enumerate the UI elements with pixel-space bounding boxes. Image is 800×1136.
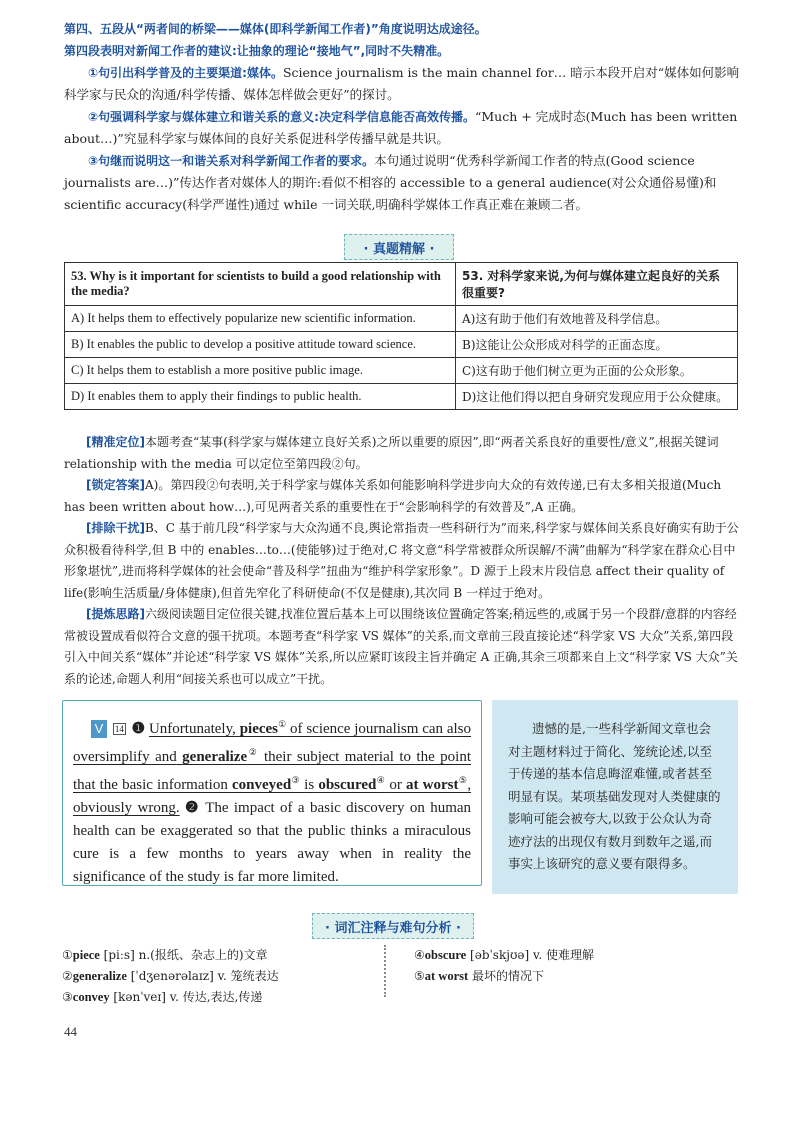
analysis-locate: [精准定位]本题考查“某事(科学家与媒体建立良好关系)之所以重要的原因”,即“两者关系良好的重要性/意义”,根据关键词 relationship with the media 可以定位至第四段②句。 [64,435,719,471]
question-stem-en: 53. Why is it important for scientists to build a good relationship with the media? [65,263,456,306]
intro-point-2: ②句强调科学家与媒体建立和谐关系的意义:决定科学信息能否高效传播。“Much + 完成时态(Much has been written about…)”究显科学家与媒体间的良好关系促进科学传播早就是共识。 [64,109,738,146]
vocab-item: ②generalize [ˈdʒenərəlaɪz] v. 笼统表达 [62,969,279,983]
vocab-list-right [414,945,744,987]
paragraph-label: V [91,720,107,738]
option-row [65,384,738,410]
analysis-section [64,432,744,690]
option-row [65,306,738,332]
question-row [65,263,738,306]
intro-line-2: 第四段表明对新闻工作者的建议:让抽象的理论“接地气”,同时不失精准。 [64,44,450,58]
sentence-2: The impact of a basic discovery on human health can be exaggerated so that the public thinks a miraculous cure is a few months to years away when in reality the significance of the study is far more limited. [73,800,472,886]
intro-point-3: ③句继而说明这一和谐关系对科学新闻工作者的要求。本句通过说明“优秀科学新闻工作者的特点(Good science journalists are…)”传达作者对媒体人的期许:看似不相容的 accessible to a general audience(对公众通俗易懂)和 scientific accuracy(科学严谨性)通过 while 一词关联,明确科学媒体工作真正难在兼顾二者。 [64,153,717,212]
option-c-zh: C)这有助于他们树立更为正面的公众形象。 [456,358,738,384]
translation-box: 遗憾的是,一些科学新闻文章也会对主题材料过于简化、笼统论述,以至于传递的基本信息晦涩难懂,或者甚至明显有误。某项基础发现对人类健康的影响可能会被夸大,以致于公众认为奇迹疗法的出现仅有数月到数年之遥,而事实上该研究的意义要有限得多。 [492,700,738,894]
vocab-item: ⑤at worst 最坏的情况下 [414,969,544,983]
vocab-divider [384,945,386,997]
intro-point-1: ①句引出科学普及的主要渠道:媒体。Science journalism is the main channel for… 暗示本段开启对“媒体如何影响科学家与民众的沟通/科学传播、媒体怎样做会更好”的探讨。 [64,65,740,102]
option-b-en: B) It enables the public to develop a positive attitude toward science. [65,332,456,358]
option-d-en: D) It enables them to apply their findings to public health. [65,384,456,410]
vocab-item: ④obscure [əbˈskjʊə] v. 使难理解 [414,948,594,962]
option-a-en: A) It helps them to effectively popularize new scientific information. [65,306,456,332]
option-row [65,358,738,384]
intro-line-1: 第四、五段从“两者间的桥梁——媒体(即科学新闻工作者)”角度说明达成途径。 [64,22,487,36]
analysis-method: [提炼思路]六级阅读题目定位很关键,找准位置后基本上可以围绕该位置确定答案;稍远些的,或属于另一个段群/意群的内容经常被设置成看似符合文意的强干扰项。本题考查“科学家 VS 媒体”的关系,而文章前三段直接论述“科学家 VS 大众”关系,第四段引入中间关系“媒体”并论述“科学家 VS 媒体”关系,所以应紧盯该段主旨并确定 A 正确,其余三项都来自上文“科学家 VS 大众”关系的论述,命题人利用“间接关系也可以成立”干扰。 [64,607,738,686]
section-banner-vocab: · 词汇注释与难句分析 · [312,913,474,939]
option-row [65,332,738,358]
question-stem-zh: 53. 对科学家来说,为何与媒体建立起良好的关系很重要? [456,263,738,306]
vocab-list-left [62,945,392,1008]
section-banner-answer: · 真题精解 · [344,234,454,260]
vocab-item: ③convey [kənˈveɪ] v. 传达,表达,传递 [62,990,263,1004]
page-number: 44 [64,1024,77,1039]
sentence-1: Unfortunately, pieces① of science journalism can also oversimplify and generalize② their subject material to the point that the basic information conveyed③ is obscured④ or at worst⑤, obviously wrong. [73,719,472,817]
option-b-zh: B)这能让公众形成对科学的正面态度。 [456,332,738,358]
analysis-answer: [锁定答案]A)。第四段②句表明,关于科学家与媒体关系如何能影响科学进步向大众的有效传递,已有太多相关报道(Much has been written about how…),可见两者关系的重要性在于“会影响科学的有效普及”,A 正确。 [64,478,722,514]
option-d-zh: D)这让他们得以把自身研究发现应用于公众健康。 [456,384,738,410]
option-a-zh: A)这有助于他们有效地普及科学信息。 [456,306,738,332]
analysis-exclude: [排除干扰]B、C 基于前几段“科学家与大众沟通不良,舆论常指责一些科研行为”而来,科学家与媒体间关系良好确实有助于公众积极看待科学,但 B 中的 enables…to…(使能够)过于绝对,C 将文意“科学常被群众所误解/不满”曲解为“科学家在群众心目中形象堪忧”,进而将科学媒体的社会使命“普及科学”扭曲为“维护科学家形象”。D 源于上段末片段信息 affect their quality of life(影响生活质量/身体健康),但首先窄化了科研使命(不仅是健康),其次同 B 一样过于绝对。 [64,521,739,600]
vocab-item: ①piece [piːs] n.(报纸、杂志上的)文章 [62,948,268,962]
passage-box: V 14 ❶ Unfortunately, pieces① of science journalism can also oversimplify and generalize② their subject material to the point that the basic information conveyed③ is obscured④ or at worst⑤, obviously wrong. ❷ The impact of a basic discovery on human health can be exaggerated so that the public thinks a miraculous cure is a few months to years away when in reality the significance of the study is far more limited. [62,700,482,886]
question-table [64,262,738,410]
option-c-en: C) It helps them to establish a more positive public image. [65,358,456,384]
paragraph-number: 14 [114,724,124,735]
intro-section [64,18,744,216]
